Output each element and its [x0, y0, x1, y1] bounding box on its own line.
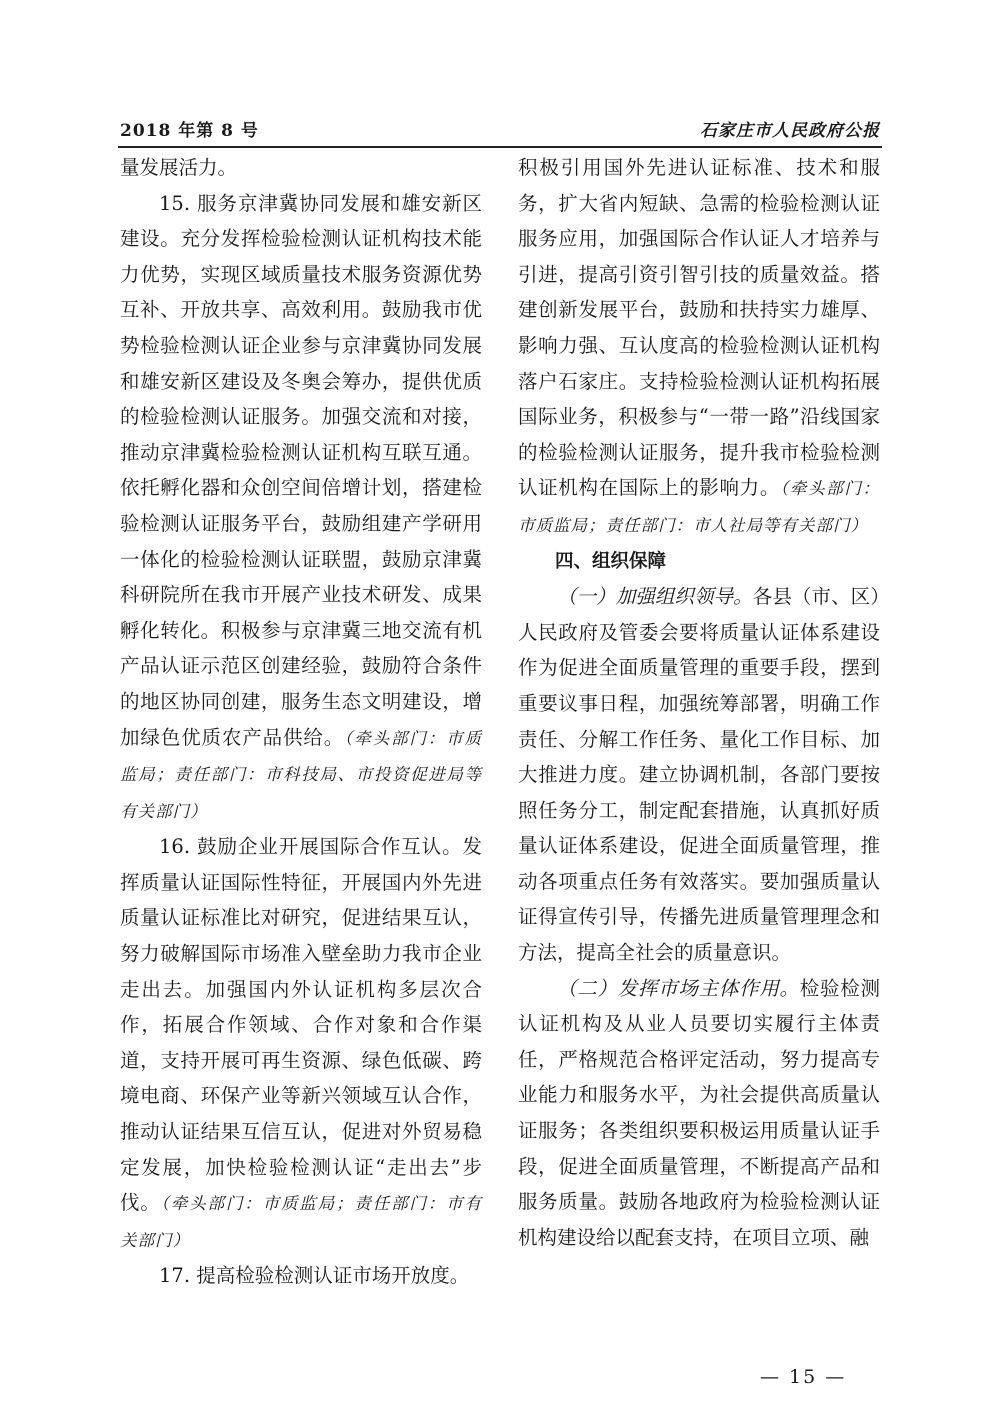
- item-16-note: （牵头部门：市质监局；责任部门：市有关部门）: [120, 1194, 482, 1250]
- subsection-2-body: 检验检测认证机构及从业人员要切实履行主体责任，严格规范合格评定活动，努力提高专业能力和服务水平，为社会提供高质量认证服务；各类组织要积极运用质量认证手段，促进全面质量管理，不断提高产品和服务质量。鼓励各地政府为检验检测认证机构建设给以配套支持，在项目立项、融: [518, 976, 880, 1249]
- item-17-body: 积极引用国外先进认证标准、技术和服务，扩大省内短缺、急需的检验检测认证服务应用，加强国际合作认证人才培养与引进，提高引资引智引技的质量效益。搭建创新发展平台，鼓励和扶持实力雄厚、影响力强、互认度高的检验检测认证机构落户石家庄。支持检验检测认证机构拓展国际业务，积极参与“一带一路”沿线国家的检验检测认证服务，提升我市检验检测认证机构在国际上的影响力。: [518, 156, 880, 500]
- paragraph-item-17-continued: [518, 150, 880, 544]
- left-column: [120, 150, 482, 1294]
- item-15-body: 15. 服务京津冀协同发展和雄安新区建设。充分发挥检验检测认证机构技术能力优势，实现区域质量技术服务资源优势互补、开放共享、高效利用。鼓励我市优势检验检测认证企业参与京津冀协同发展和雄安新区建设及冬奥会筹办，提供优质的检验检测认证服务。加强交流和对接，推动京津冀检验检测认证机构互联互通。依托孵化器和众创空间倍增计划，搭建检验检测认证服务平台，鼓励组建产学研用一体化的检验检测认证联盟，鼓励京津冀科研院所在我市开展产业技术研发、成果孵化转化。积极参与京津冀三地交流有机产品认证示范区创建经验，鼓励符合条件的地区协同创建，服务生态文明建设，增加绿色优质农产品供给。: [120, 191, 482, 749]
- item-17-note: （牵头部门：市质监局；责任部门：市人社局等有关部门）: [518, 479, 880, 535]
- paragraph-subsection-2: [518, 971, 880, 1256]
- publication-title: 石家庄市人民政府公报: [700, 121, 880, 141]
- paragraph-item-17: 17. 提高检验检测认证市场开放度。: [159, 1264, 470, 1288]
- running-header: [120, 116, 880, 144]
- right-column: [518, 150, 880, 1255]
- subsection-1-title: （一）加强组织领导。: [557, 585, 753, 609]
- subsection-1-body: 各县（市、区）人民政府及管委会要将质量认证体系建设作为促进全面质量管理的重要手段，摆到重要议事日程，加强统筹部署，明确工作责任、分解工作任务、量化工作目标、加大推进力度。建立协调机制，各部门要按照任务分工，制定配套措施，认真抓好质量认证体系建设，促进全面质量管理，推动各项重点任务有效落实。要加强质量认证得宣传引导，传播先进质量管理理念和方法，提高全社会的质量意识。: [518, 585, 880, 965]
- header-rule: [118, 146, 882, 148]
- paragraph-continuation: 量发展活力。: [120, 156, 238, 179]
- paragraph-subsection-1: [518, 579, 880, 971]
- subsection-2-title: （二）发挥市场主体作用。: [557, 976, 800, 1000]
- issue-label: 2018 年第 8 号: [120, 121, 259, 141]
- page-number: — 15 —: [760, 1366, 847, 1388]
- item-16-body: 16. 鼓励企业开展国际合作互认。发挥质量认证国际性特征，开展国内外先进质量认证标准比对研究，促进结果互认，努力破解国际市场准入壁垒助力我市企业走出去。加强国内外认证机构多层次合作，拓展合作领域、合作对象和合作渠道，支持开展可再生资源、绿色低碳、跨境电商、环保产业等新兴领域互认合作，推动认证结果互信互认，促进对外贸易稳定发展，加快检验检测认证“走出去”步伐。: [120, 835, 482, 1215]
- section-heading: 四、组织保障: [555, 550, 667, 572]
- item-15-note: （牵头部门：市质监局；责任部门：市科技局、市投资促进局等有关部门）: [120, 728, 482, 821]
- paragraph-item-16: [120, 829, 482, 1258]
- paragraph-item-15: [120, 186, 482, 830]
